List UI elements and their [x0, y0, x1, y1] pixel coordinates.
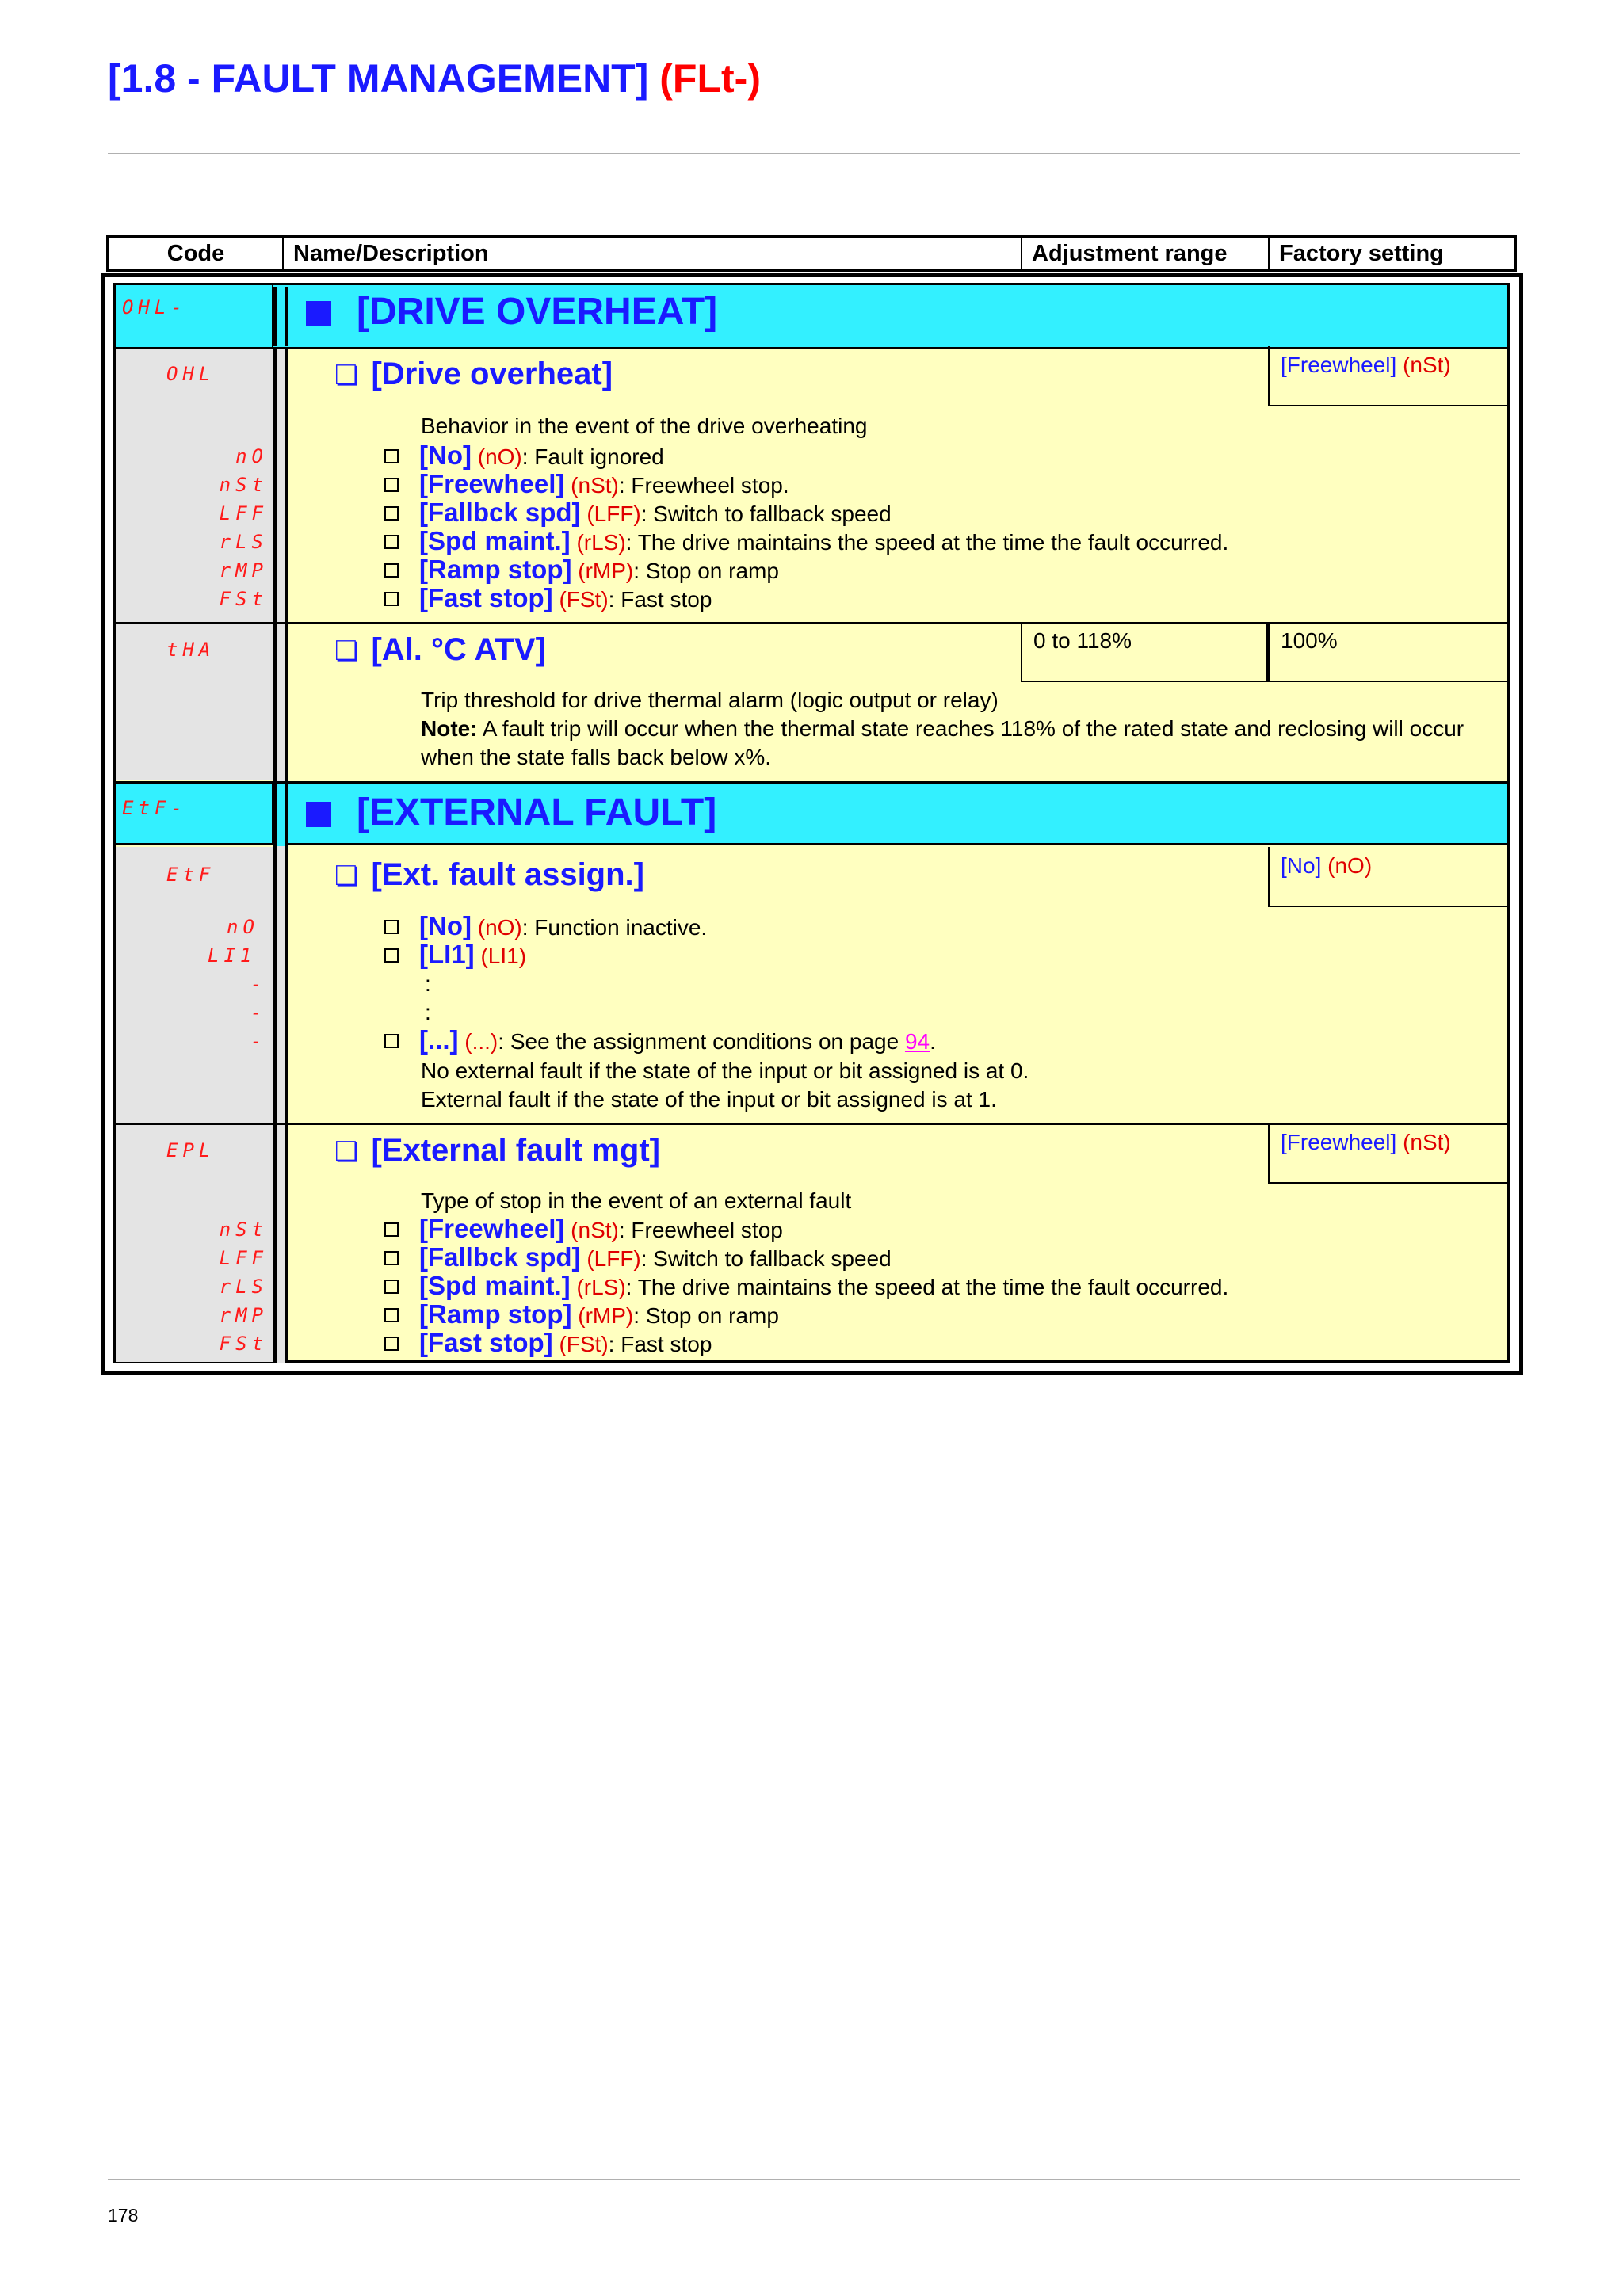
option-label: [Fast stop]	[419, 1328, 553, 1357]
param-name: [Al. °C ATV]	[371, 632, 546, 667]
note-text: A fault trip will occur when the thermal state reaches 118% of the rated state and reclosing will occur	[477, 716, 1465, 741]
section-title: [DRIVE OVERHEAT]	[357, 291, 718, 333]
section-code: EtF-	[122, 797, 187, 819]
option-desc: : The drive maintains the speed at the time the fault occurred.	[625, 530, 1229, 555]
adjustment-range: 0 to 118%	[1021, 622, 1268, 682]
option-label: [LI1]	[419, 940, 475, 969]
option-abbr: (nO)	[477, 444, 522, 469]
option-checkbox	[384, 948, 399, 963]
option-checkbox	[384, 1222, 399, 1237]
option-row	[384, 441, 664, 471]
option-code: LFF	[219, 1247, 268, 1269]
option-abbr: (rMP)	[578, 559, 634, 583]
option-code: LFF	[219, 502, 268, 524]
header-factory: Factory setting	[1279, 241, 1444, 266]
factory-label: [Freewheel]	[1281, 353, 1397, 377]
param-description: Behavior in the event of the drive overheating	[421, 414, 868, 438]
param-drive-overheat	[334, 357, 613, 392]
param-name: [Drive overheat]	[371, 357, 613, 391]
option-label: [Fallbck spd]	[419, 1242, 581, 1272]
param-note-cont: when the state falls back below x%.	[421, 745, 772, 769]
option-desc: : Switch to fallback speed	[640, 1246, 892, 1271]
option-row	[384, 498, 892, 528]
option-row	[384, 1242, 892, 1272]
option-abbr: (nSt)	[571, 1218, 619, 1242]
checkbox-icon: ❏	[334, 860, 359, 892]
option-code: rLS	[219, 1276, 268, 1298]
option-desc: : See the assignment conditions on page	[498, 1029, 905, 1054]
option-desc: : Stop on ramp	[633, 1303, 779, 1328]
option-row	[384, 526, 1228, 556]
checkbox-icon: ❏	[334, 360, 359, 391]
option-row	[384, 469, 789, 499]
factory-label: [Freewheel]	[1281, 1130, 1397, 1154]
option-label: [Spd maint.]	[419, 1271, 571, 1300]
option-label: [Freewheel]	[419, 1214, 565, 1243]
column-separator	[273, 781, 288, 1363]
option-label: [Fallbck spd]	[419, 498, 581, 527]
option-desc: : Freewheel stop.	[618, 473, 789, 498]
option-abbr: (nO)	[477, 915, 522, 940]
page-link[interactable]: 94	[904, 1029, 930, 1054]
option-abbr: (rLS)	[576, 1275, 626, 1299]
factory-label: [No]	[1281, 853, 1322, 878]
header-range: Adjustment range	[1022, 238, 1270, 269]
option-label: [No]	[419, 441, 472, 470]
option-desc: : The drive maintains the speed at the time the fault occurred.	[625, 1275, 1229, 1299]
page-number: 178	[108, 2205, 139, 2225]
option-label: [Ramp stop]	[419, 555, 572, 584]
checkbox-icon: ❏	[334, 1136, 359, 1168]
factory-setting	[1268, 847, 1510, 907]
option-label: [Ramp stop]	[419, 1299, 572, 1329]
option-checkbox	[384, 1308, 399, 1322]
param-code: tHA	[166, 639, 216, 661]
option-label: [...]	[419, 1025, 459, 1055]
option-label: [Spd maint.]	[419, 526, 571, 555]
option-checkbox	[384, 920, 399, 934]
section-code: OHL-	[122, 296, 187, 318]
option-checkbox	[384, 449, 399, 463]
ellipsis-colon: :	[425, 971, 431, 996]
option-checkbox	[384, 1251, 399, 1265]
param-info: External fault if the state of the input or bit assigned is at 1.	[421, 1087, 997, 1112]
option-row	[384, 583, 712, 613]
param-code: EtF	[166, 864, 216, 886]
option-no	[384, 911, 707, 941]
param-description: Trip threshold for drive thermal alarm (logic output or relay)	[421, 688, 999, 712]
ellipsis-colon: :	[425, 1000, 431, 1024]
param-description: Type of stop in the event of an external fault	[421, 1188, 852, 1213]
header-name: Name/Description	[284, 238, 1022, 269]
factory-setting	[1268, 1123, 1510, 1184]
option-code: nO	[235, 445, 268, 467]
option-abbr: (LFF)	[586, 502, 641, 526]
option-li1	[384, 940, 526, 970]
param-code: EPL	[166, 1139, 216, 1161]
page-title-main: [1.8 - FAULT MANAGEMENT]	[108, 56, 649, 101]
section-square-icon	[306, 802, 331, 827]
option-label: [Fast stop]	[419, 583, 553, 612]
option-abbr: (LI1)	[480, 944, 527, 968]
option-code: rMP	[219, 559, 268, 582]
option-desc: : Stop on ramp	[633, 559, 779, 583]
factory-code: (nO)	[1327, 853, 1373, 878]
option-code: rLS	[219, 531, 268, 553]
option-desc: : Fast stop	[608, 587, 712, 612]
param-ext-fault-assign	[334, 857, 644, 893]
param-code: OHL	[166, 363, 216, 385]
option-abbr: (LFF)	[586, 1246, 641, 1271]
option-checkbox	[384, 1034, 399, 1048]
option-code: -	[250, 1030, 267, 1052]
option-dots	[384, 1025, 936, 1055]
option-row	[384, 1299, 779, 1329]
option-checkbox	[384, 506, 399, 521]
option-row	[384, 1271, 1228, 1301]
option-abbr: (nSt)	[571, 473, 619, 498]
section-square-icon	[306, 301, 331, 326]
param-info: No external fault if the state of the input or bit assigned is at 0.	[421, 1058, 1029, 1083]
column-separator	[273, 287, 288, 346]
option-code: nSt	[219, 474, 268, 496]
column-separator	[273, 287, 288, 781]
factory-code: (nSt)	[1403, 1130, 1451, 1154]
param-external-fault-mgt	[334, 1133, 660, 1169]
param-note	[421, 716, 1464, 742]
option-code: nSt	[219, 1219, 268, 1241]
note-label: Note:	[421, 716, 478, 741]
option-code: nO	[227, 916, 259, 938]
footer-rule	[108, 2179, 1520, 2180]
option-code: rMP	[219, 1304, 268, 1326]
option-checkbox	[384, 563, 399, 578]
option-label: [No]	[419, 911, 472, 940]
option-abbr: (rLS)	[576, 530, 626, 555]
option-row	[384, 1328, 712, 1358]
option-desc-end: .	[930, 1029, 936, 1054]
option-checkbox	[384, 592, 399, 606]
section-title: [EXTERNAL FAULT]	[357, 791, 717, 833]
checkbox-icon: ❏	[334, 635, 359, 667]
column-separator	[273, 784, 288, 846]
header-code: Code	[109, 238, 284, 269]
option-abbr: (FSt)	[559, 587, 609, 612]
option-checkbox	[384, 1337, 399, 1351]
param-name: [Ext. fault assign.]	[371, 857, 644, 892]
option-desc: : Fault ignored	[521, 444, 664, 469]
option-code: -	[250, 973, 267, 995]
option-desc: : Switch to fallback speed	[640, 502, 892, 526]
factory-setting	[1268, 346, 1510, 406]
page-title	[108, 55, 761, 101]
option-desc: : Fast stop	[608, 1332, 712, 1356]
option-abbr: (FSt)	[559, 1332, 609, 1356]
option-row	[384, 1214, 783, 1244]
option-label: [Freewheel]	[419, 469, 565, 498]
option-abbr: (rMP)	[578, 1303, 634, 1328]
option-code: -	[250, 1001, 267, 1024]
factory-code: (nSt)	[1403, 353, 1451, 377]
factory-setting: 100%	[1268, 622, 1510, 682]
option-code: FSt	[219, 588, 268, 610]
option-checkbox	[384, 1280, 399, 1294]
page-title-code: (FLt-)	[659, 56, 761, 101]
param-al-atv	[334, 632, 546, 668]
option-checkbox	[384, 535, 399, 549]
option-desc: : Freewheel stop	[618, 1218, 783, 1242]
header-rule	[108, 153, 1520, 154]
param-name: [External fault mgt]	[371, 1133, 660, 1168]
option-code: FSt	[219, 1333, 268, 1355]
option-checkbox	[384, 478, 399, 492]
table-header	[106, 235, 1517, 272]
option-code: LI1	[208, 944, 257, 967]
option-abbr: (...)	[464, 1029, 498, 1054]
option-desc: : Function inactive.	[521, 915, 708, 940]
option-row	[384, 555, 779, 585]
